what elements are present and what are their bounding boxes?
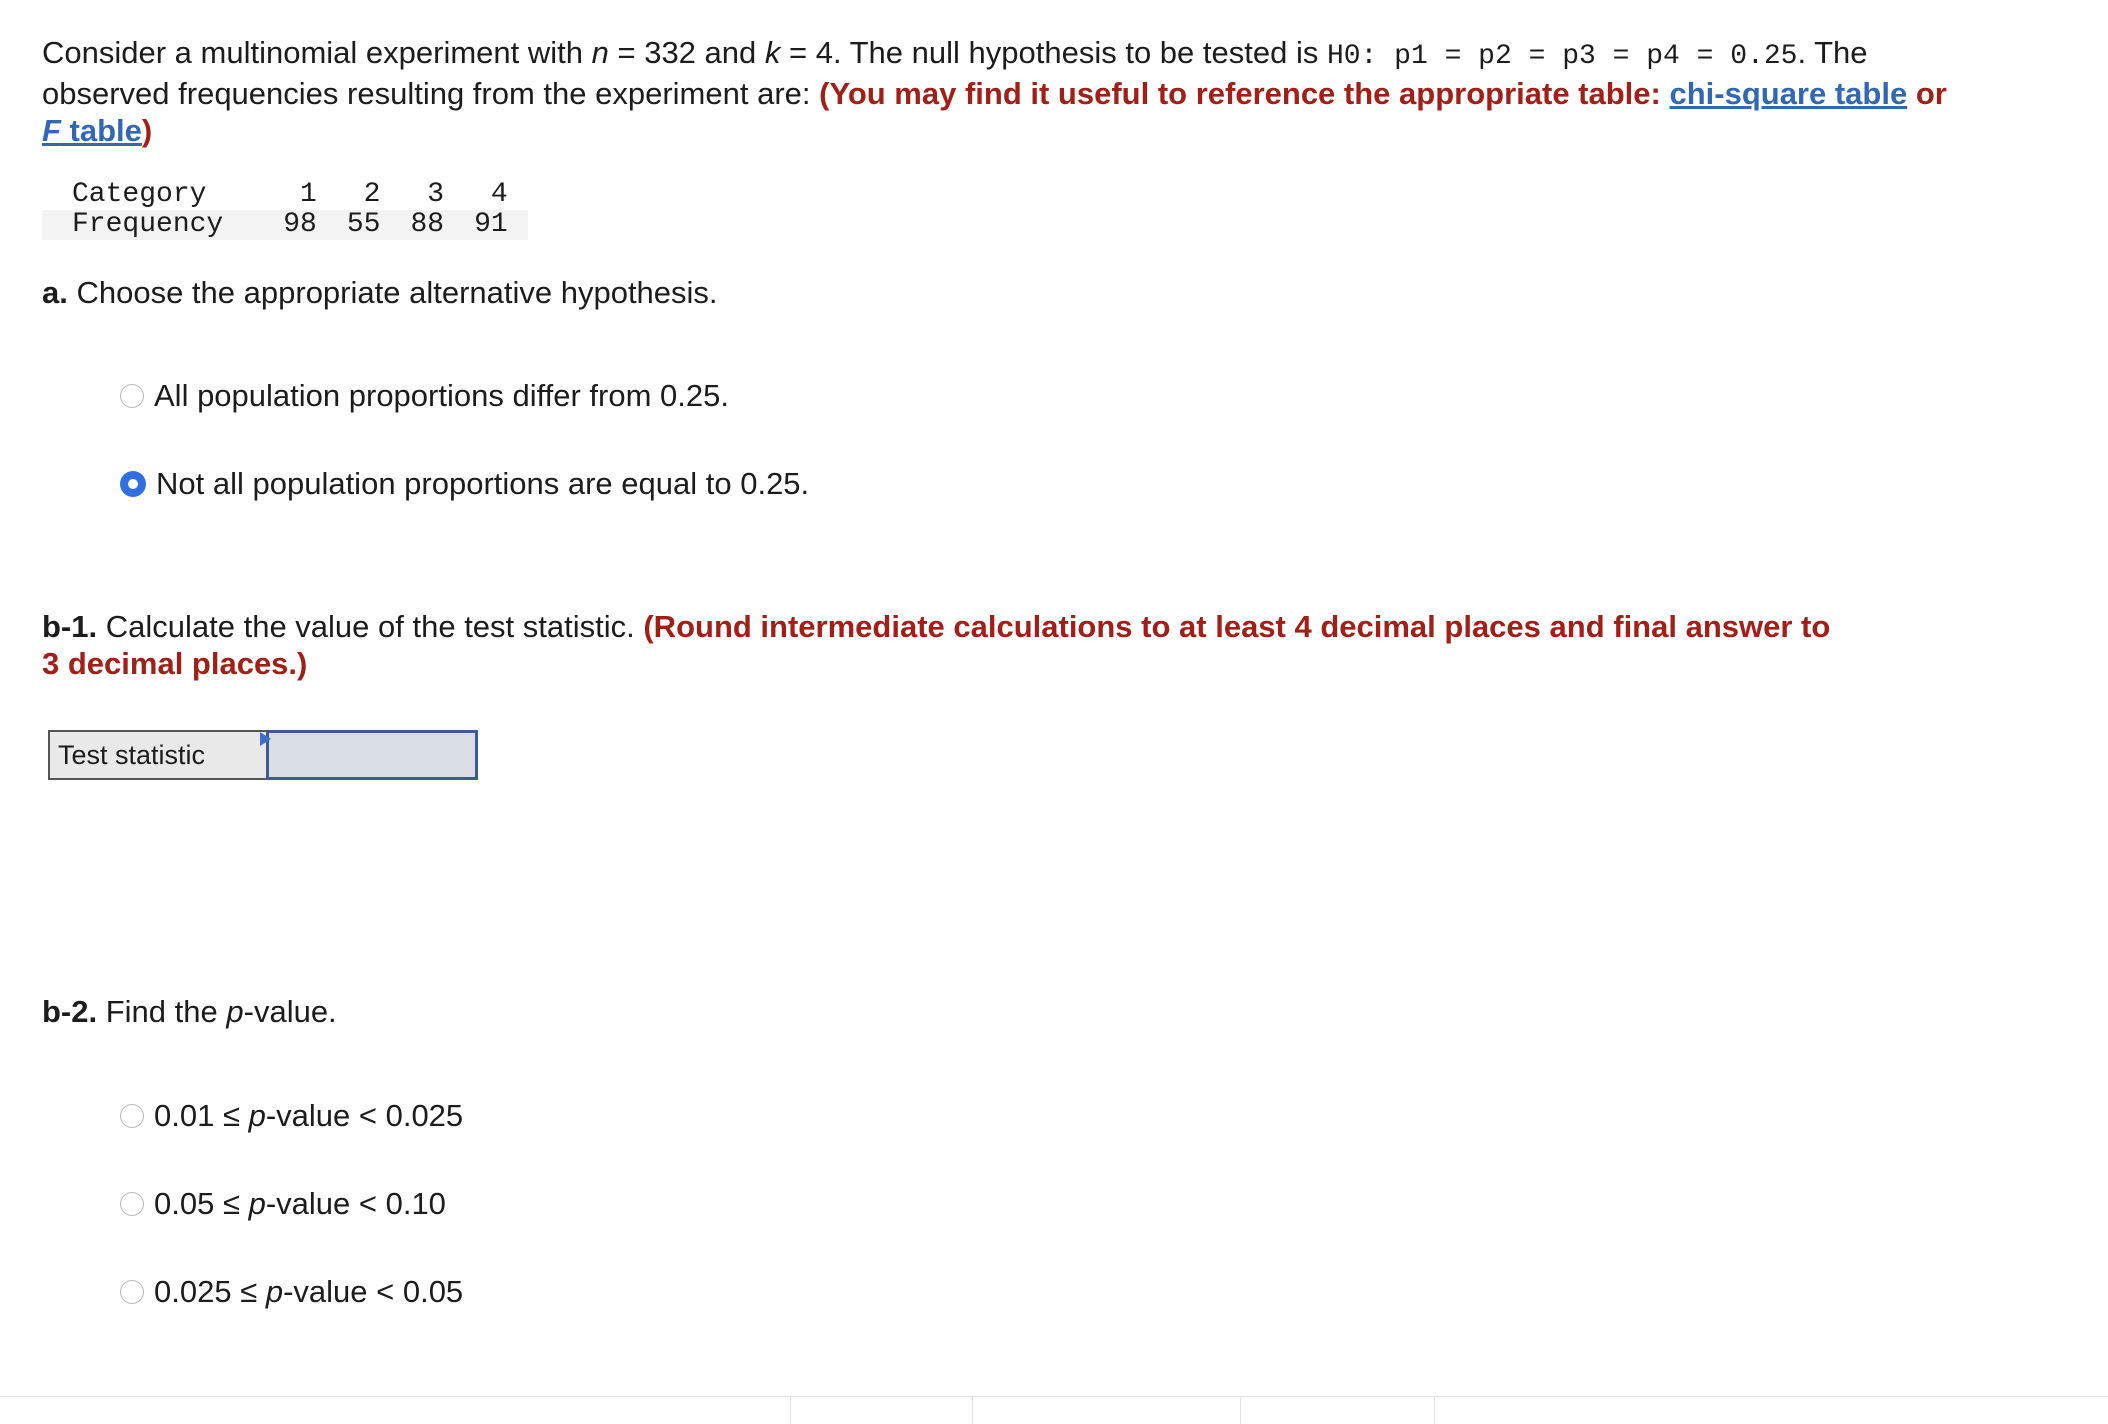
part-a-option-1[interactable] [120,376,729,416]
part-b2-prompt: b-2. Find the p-value. [42,994,337,1029]
part-a-option-2[interactable] [120,464,809,504]
part-b2-option-2[interactable] [120,1184,446,1224]
question-text: Consider a multinomial experiment with n = 332 and k = 4. The null hypothesis to be tested is H0: p1 = p2 = p3 = p4 = 0.25. The observed frequencies resulting from the experiment are: (You may find it useful to reference the appropriate table: chi-square table or F table) [42,35,1947,148]
frequency-cell: 55 [317,210,381,240]
frequency-cell: 91 [444,210,528,240]
category-cell: 4 [490,179,508,210]
radio-button[interactable] [120,1104,144,1128]
test-statistic-input[interactable] [266,730,478,780]
radio-button[interactable] [120,1280,144,1304]
option-label: 0.05 ≤ p-value < 0.10 [154,1186,446,1221]
reference-note: (You may find it useful to reference the appropriate table: [819,76,1670,111]
chi-square-table-link[interactable]: chi-square table [1669,76,1908,111]
part-b1-prompt: b-1. Calculate the value of the test statistic. (Round intermediate calculations to at least 4 decimal places and final answer to 3 decimal places.) [42,609,1831,681]
input-flag-icon [260,732,271,746]
category-cell: 1 [300,179,317,210]
radio-button[interactable] [120,1192,144,1216]
frequency-label: Frequency [42,210,253,240]
bottom-divider [0,1396,2108,1397]
part-a-prompt: a. Choose the appropriate alternative hypothesis. [42,275,718,310]
null-hypothesis: H0: p1 = p2 = p3 = p4 = 0.25 [1326,41,1798,72]
category-cell: 2 [363,179,381,210]
part-b2-option-1[interactable] [120,1096,463,1136]
test-statistic-label: Test statistic [48,730,268,780]
radio-button-selected[interactable] [120,471,146,497]
radio-button[interactable] [120,384,144,408]
option-label: Not all population proportions are equal to 0.25. [156,466,810,501]
option-label: 0.01 ≤ p-value < 0.025 [154,1098,464,1133]
f-table-link[interactable]: F table [42,113,142,148]
bottom-divider-tick [790,1397,791,1424]
category-cell: 3 [427,179,445,210]
bottom-divider-tick [1434,1397,1435,1424]
option-label: All population proportions differ from 0.25. [154,378,729,413]
frequency-table [42,180,528,240]
bottom-divider-tick [1240,1397,1241,1424]
frequency-cell: 88 [380,210,444,240]
option-label: 0.025 ≤ p-value < 0.05 [154,1274,464,1309]
category-row [42,180,528,210]
category-label: Category [72,179,207,210]
frequency-row [42,210,528,240]
part-b2-option-3[interactable] [120,1272,463,1312]
bottom-divider-tick [972,1397,973,1424]
frequency-cell: 98 [253,210,317,240]
